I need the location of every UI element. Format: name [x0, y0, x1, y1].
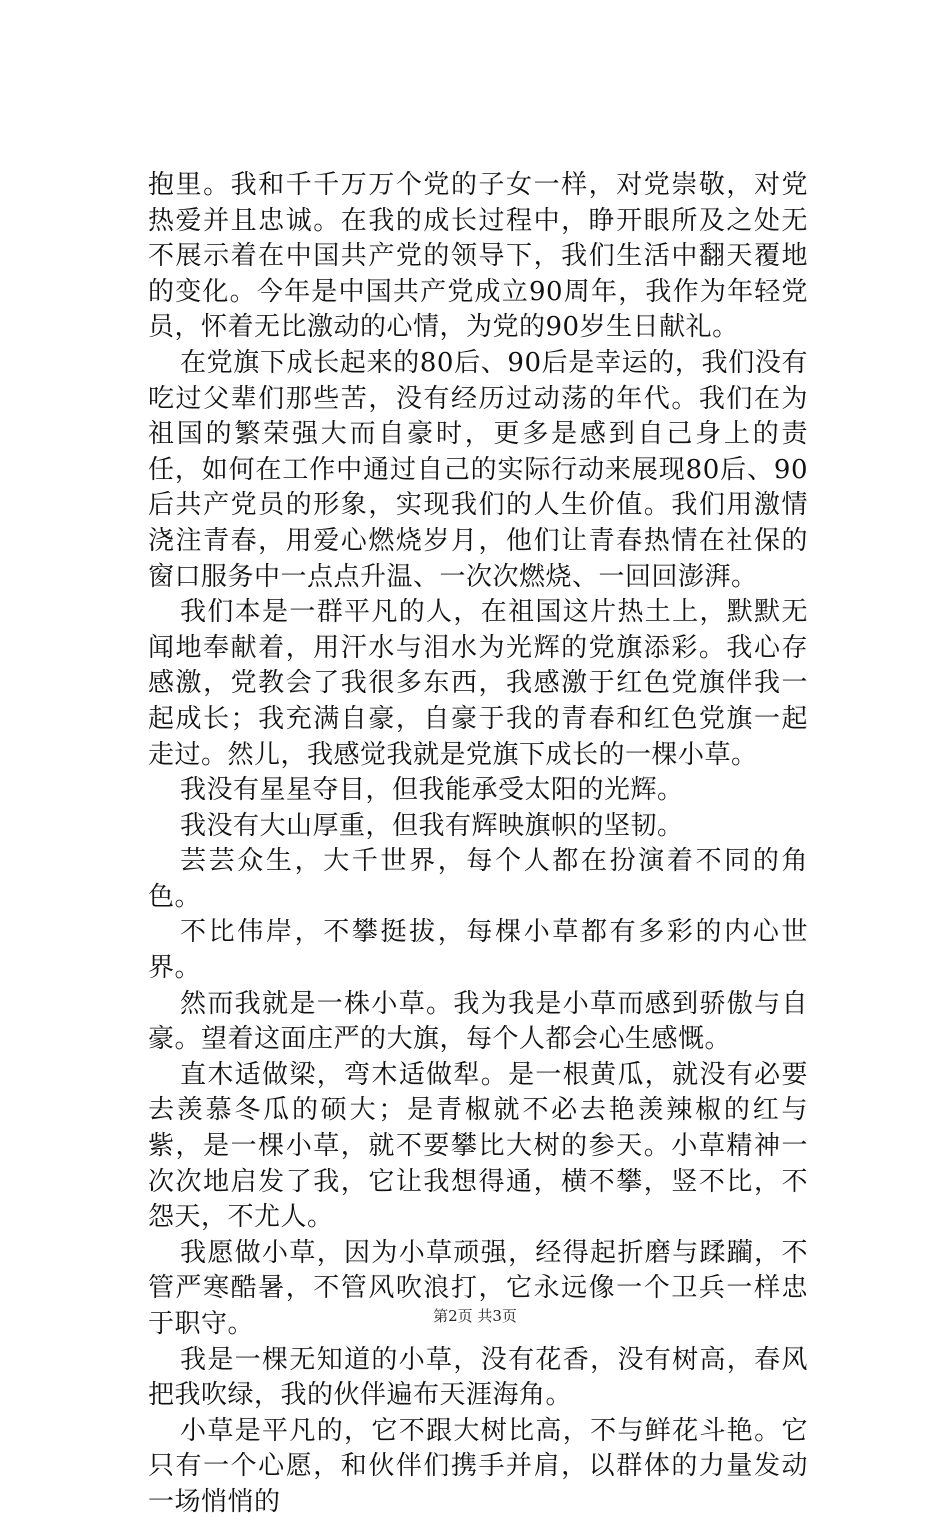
paragraph: 在党旗下成长起来的80后、90后是幸运的，我们没有吃过父辈们那些苦，没有经历过动荡的年代。我们在为祖国的繁荣强大而自豪时，更多是感到自己身上的责任，如何在工作中通过自己的实际行动来展现80后、90后共产党员的形象，实现我们的人生价值。我们用激情浇注青春，用爱心燃烧岁月，他们让青春热情在社保的窗口服务中一点点升温、一次次燃烧、一回回澎湃。: [148, 347, 808, 592]
paragraph: 不比伟岸，不攀挺拔，每棵小草都有多彩的内心世界。: [148, 917, 808, 984]
paragraph: 我没有星星夺目，但我能承受太阳的光辉。: [180, 775, 684, 806]
page-number-label: 第2页 共3页: [433, 1307, 517, 1325]
paragraph: 芸芸众生，大千世界，每个人都在扮演着不同的角色。: [148, 846, 808, 912]
paragraph: 直木适做梁，弯木适做犁。是一根黄瓜，就没有必要去羡慕冬瓜的硕大；是青椒就不必去艳羡辣椒的红与紫，是一棵小草，就不要攀比大树的参天。小草精神一次次地启发了我，它让我想得通，横不攀，竖不比，不怨天，不尤人。: [148, 1059, 808, 1233]
paragraph: 抱里。我和千千万万个党的子女一样，对党崇敬，对党热爱并且忠诚。在我的成长过程中，睁开眼所及之处无不展示着在中国共产党的领导下，我们生活中翻天覆地的变化。今年是中国共产党成立90周年，我作为年轻党员，怀着无比激动的心情，为党的90岁生日献礼。: [148, 170, 808, 343]
paragraph: 小草是平凡的，它不跟大树比高，不与鲜花斗艳。它只有一个心愿，和伙伴们携手并肩，以群体的力量发动一场悄悄的: [148, 1415, 808, 1517]
paragraph: 然而我就是一株小草。我为我是小草而感到骄傲与自豪。望着这面庄严的大旗，每个人都会心生感慨。: [148, 988, 808, 1055]
paragraph: 我们本是一群平凡的人，在祖国这片热土上，默默无闻地奉献着，用汗水与泪水为光辉的党旗添彩。我心存感激，党教会了我很多东西，我感激于红色党旗伴我一起成长；我充满自豪，自豪于我的青春和红色党旗一起走过。然儿，我感觉我就是党旗下成长的一棵小草。: [148, 597, 808, 770]
page-footer: [0, 1305, 950, 1326]
paragraph: 我没有大山厚重，但我有辉映旗帜的坚韧。: [180, 810, 684, 841]
paragraph: 我愿做小草，因为小草顽强，经得起折磨与蹂躏，不管严寒酷暑，不管风吹浪打，它永远像一个卫兵一样忠于职守。: [148, 1237, 808, 1339]
paragraph: 我是一棵无知道的小草，没有花香，没有树高，春风把我吹绿，我的伙伴遍布天涯海角。: [148, 1344, 808, 1411]
